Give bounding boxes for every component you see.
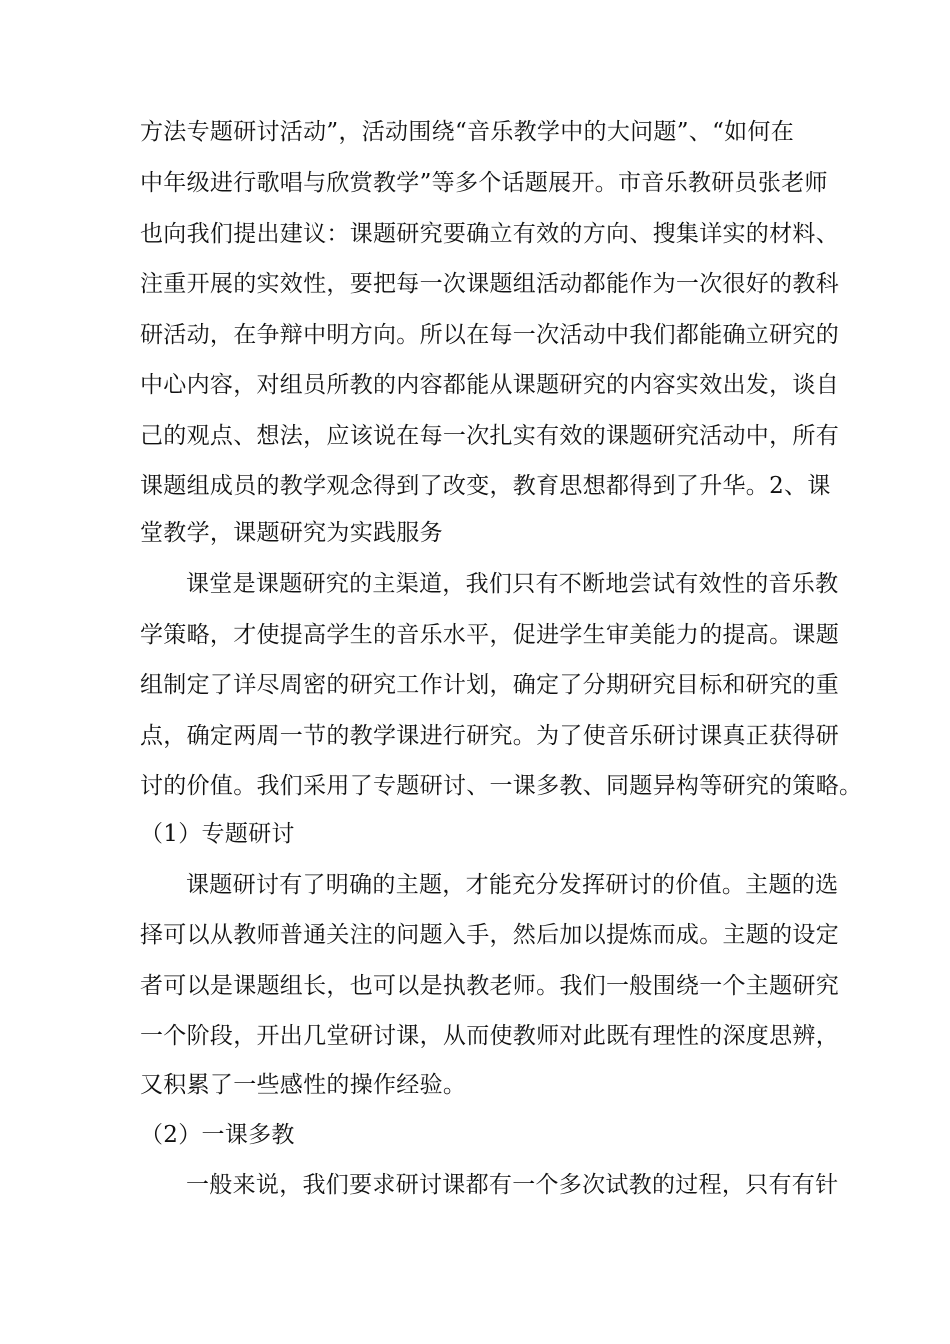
paragraph-line: 堂教学，课题研究为实践服务 bbox=[140, 520, 443, 546]
paragraph-line: 研活动，在争辩中明方向。所以在每一次活动中我们都能确立研究的 bbox=[140, 322, 839, 348]
paragraph-line: 讨的价值。我们采用了专题研讨、一课多教、同题异构等研究的策略。 bbox=[140, 773, 863, 799]
paragraph-line: 组制定了详尽周密的研究工作计划，确定了分期研究目标和研究的重 bbox=[140, 672, 839, 698]
paragraph-line: 又积累了一些感性的操作经验。 bbox=[140, 1072, 467, 1098]
paragraph-line: 学策略，才使提高学生的音乐水平，促进学生审美能力的提高。课题 bbox=[140, 622, 839, 648]
paragraph-line: 课堂是课题研究的主渠道，我们只有不断地尝试有效性的音乐教 bbox=[186, 571, 839, 597]
paragraph-line: 择可以从教师普通关注的问题入手，然后加以提炼而成。主题的设定 bbox=[140, 922, 839, 948]
section-heading: （1）专题研讨 bbox=[140, 821, 295, 847]
paragraph-line: 一个阶段，开出几堂研讨课，从而使教师对此既有理性的深度思辨， bbox=[140, 1023, 839, 1049]
paragraph-line: 也向我们提出建议：课题研究要确立有效的方向、搜集详实的材料、 bbox=[140, 221, 839, 247]
paragraph-line: 方法专题研讨活动”，活动围绕“音乐教学中的大问题”、“如何在 bbox=[140, 119, 795, 145]
paragraph-line: 注重开展的实效性，要把每一次课题组活动都能作为一次很好的教科 bbox=[140, 271, 839, 297]
paragraph-line: 中年级进行歌唱与欣赏教学”等多个话题展开。市音乐教研员张老师 bbox=[140, 170, 828, 196]
section-heading: （2）一课多教 bbox=[140, 1122, 295, 1148]
paragraph-line: 点，确定两周一节的教学课进行研究。为了使音乐研讨课真正获得研 bbox=[140, 723, 839, 749]
paragraph-line: 者可以是课题组长，也可以是执教老师。我们一般围绕一个主题研究 bbox=[140, 973, 839, 999]
paragraph-line: 课题研讨有了明确的主题，才能充分发挥研讨的价值。主题的选 bbox=[186, 872, 839, 898]
paragraph-line: 中心内容，对组员所教的内容都能从课题研究的内容实效出发，谈自 bbox=[140, 372, 839, 398]
paragraph-line: 课题组成员的教学观念得到了改变，教育思想都得到了升华。2、课 bbox=[140, 473, 831, 499]
paragraph-line: 己的观点、想法，应该说在每一次扎实有效的课题研究活动中，所有 bbox=[140, 423, 839, 449]
paragraph-line: 一般来说，我们要求研讨课都有一个多次试教的过程，只有有针 bbox=[186, 1172, 839, 1198]
